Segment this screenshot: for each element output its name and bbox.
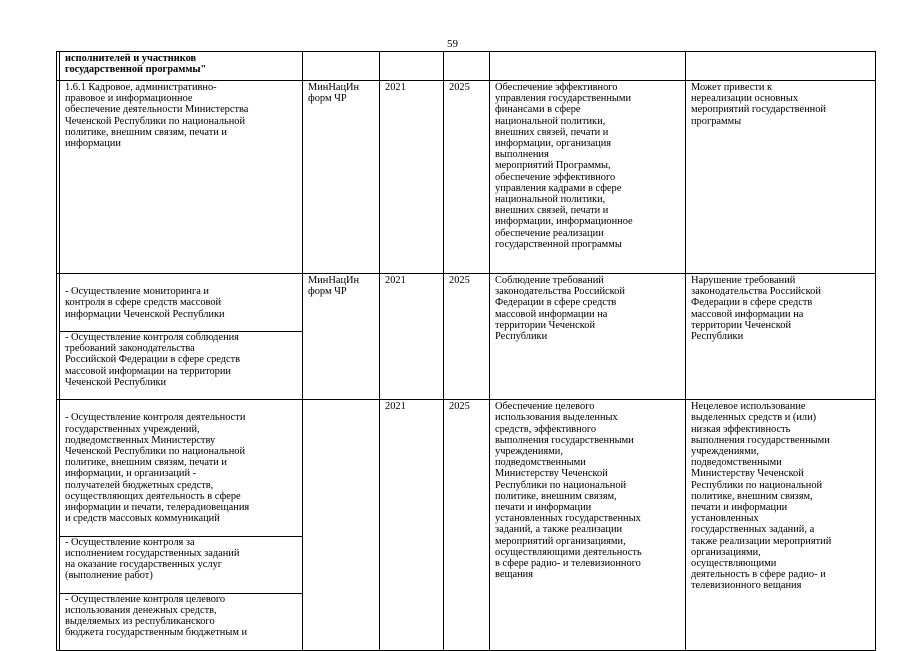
consequence-cell: Нарушение требований законодательства Российской Федерации в сфере средств массовой информации на территории Чеченской Республики — [686, 274, 876, 400]
end-year-cell: 2025 — [444, 81, 490, 274]
measure-subitem: - Осуществление контроля целевого использования денежных средств, выделяемых из республиканского бюджета государственным бюджетным и — [60, 593, 302, 639]
measure-cell — [60, 52, 303, 81]
measure-text: исполнителей и участников государственной программы" — [65, 53, 207, 76]
end-year-cell — [444, 52, 490, 81]
consequence-cell: Может привести к нереализации основных мероприятий государственной программы — [686, 81, 876, 274]
start-year-cell: 2021 — [380, 81, 444, 274]
expected-result-cell: Обеспечение целевого использования выделенных средств, эффективного выполнения государственными учреждениями, подведомственными Министерству Чеченской Республики по национальной политике, внешним связям, печати и информации установленных государственных заданий, а также реализации мероприятий организациями, осуществляющими деятельность в сфере радио- и телевизионного вещания — [490, 400, 686, 650]
program-measures-table — [56, 51, 876, 651]
start-year-cell: 2021 — [380, 274, 444, 400]
measure-subitem: - Осуществление мониторинга и контроля в сфере средств массовой информации Чеченской Республики — [65, 286, 225, 320]
consequence-cell: Нецелевое использование выделенных средств и (или) низкая эффективность выполнения государственными учреждениями, подведомственными Министерству Чеченской Республики по национальной политике, внешним связям, печати и информации установленных государственных заданий, а также реализации мероприятий организациями, осуществляющими деятельность в сфере радио- и телевизионного вещания — [686, 400, 876, 650]
measure-cell — [60, 400, 303, 650]
table-row — [57, 81, 876, 274]
start-year-cell: 2021 — [380, 400, 444, 650]
executor-cell — [303, 400, 380, 650]
expected-result-cell: Обеспечение эффективного управления государственными финансами в сфере национальной политики, внешних связей, печати и информации, организация выполнения мероприятий Программы, обеспечение эффективного управления кадрами в сфере национальной политики, внешних связей, печати и информации, информационное обеспечение реализации государственной программы — [490, 81, 686, 274]
start-year-cell — [380, 52, 444, 81]
table-row — [57, 400, 876, 650]
measure-cell — [60, 81, 303, 274]
measure-subitem: - Осуществление контроля деятельности государственных учреждений, подведомственных Министерству Чеченской Республики по национальной политике, внешним связям, печати и информации, и организаций - получателей бюджетных средств, осуществляющих деятельность в сфере информации и печати, телерадиовещания и средств массовых коммуникаций — [65, 412, 250, 525]
table-row — [57, 52, 876, 81]
measure-cell — [60, 274, 303, 400]
end-year-cell: 2025 — [444, 274, 490, 400]
page-number: 59 — [447, 38, 458, 50]
measure-subitem: - Осуществление контроля соблюдения требований законодательства Российской Федерации в сфере средств массовой информации на территории Чеченской Республики — [60, 331, 302, 388]
consequence-cell — [686, 52, 876, 81]
executor-cell: МинНацИн форм ЧР — [303, 81, 380, 274]
expected-result-cell: Соблюдение требований законодательства Российской Федерации в сфере средств массовой информации на территории Чеченской Республики — [490, 274, 686, 400]
expected-result-cell — [490, 52, 686, 81]
executor-cell — [303, 52, 380, 81]
measure-subitem: - Осуществление контроля за исполнением государственных заданий на оказание государственных услуг (выполнение работ) — [60, 536, 302, 582]
end-year-cell: 2025 — [444, 400, 490, 650]
measure-text: 1.6.1 Кадровое, административно- правовое и информационное обеспечение деятельности Министерства Чеченской Республики по национальной политике, внешним связям, печати и информации — [65, 82, 249, 150]
table-row — [57, 274, 876, 400]
executor-cell: МинНацИн форм ЧР — [303, 274, 380, 400]
